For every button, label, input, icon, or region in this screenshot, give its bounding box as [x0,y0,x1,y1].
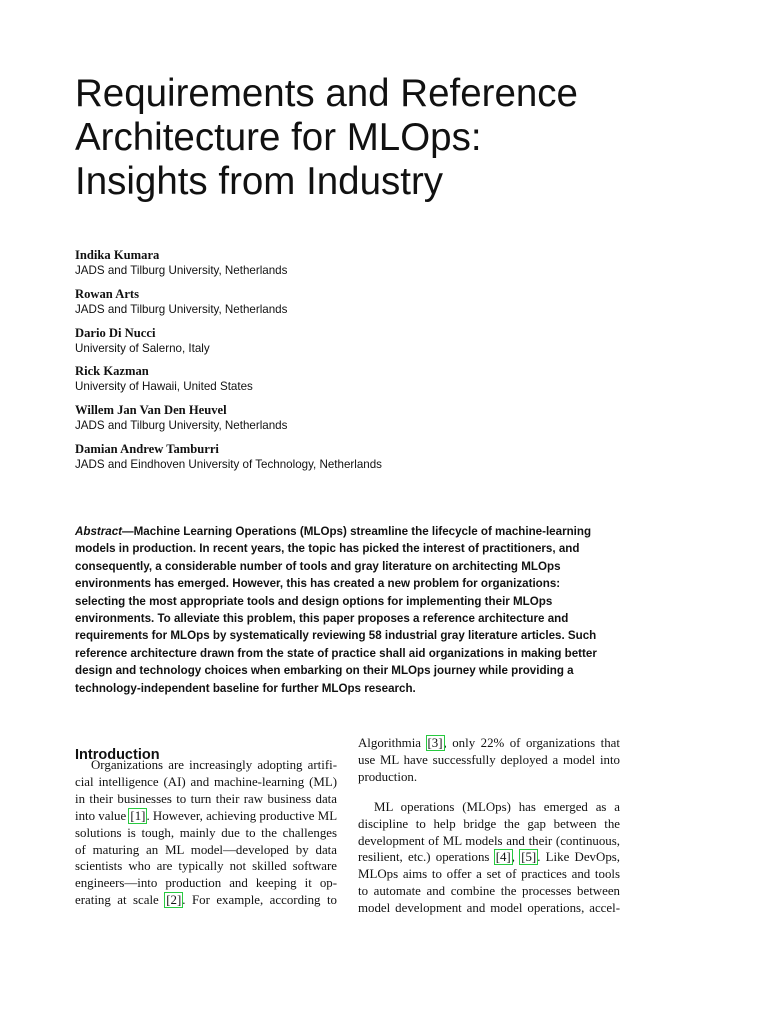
citation-link[interactable]: [3] [427,736,443,750]
abstract-line: design and technology choices when embarking on their MLOps journey while providing a [75,664,574,678]
body-line [75,892,337,909]
author-affiliation: JADS and Tilburg University, Netherlands [75,264,288,277]
body-line [358,849,620,866]
author-affiliation: JADS and Tilburg University, Netherlands [75,419,288,433]
body-line: production. [358,769,418,784]
text-run: . For example, according to [182,893,337,908]
text-run: . Like DevOps, [537,850,620,865]
citation-link[interactable]: [5] [521,850,537,865]
title-line: Architecture for MLOps: [75,116,482,159]
body-line: use ML have successfully deployed a model into [358,752,620,767]
paragraph-gap [358,786,620,799]
abstract-line: consequently, a considerable number of tools and gray literature on architecting MLOps [75,559,561,573]
body-line: ML operations (MLOps) has emerged as a [374,799,620,814]
body-line [75,808,337,825]
author-name: Willem Jan Van Den Heuvel [75,403,227,418]
paper-title [75,72,715,204]
abstract-line: selecting the most appropriate tools and design options for implementing their MLOps [75,594,553,608]
body-column-left [75,757,337,909]
body-line [358,735,620,752]
author-block [75,286,695,325]
author-list [75,247,695,480]
body-line: Organizations are increasingly adopting artifi- [91,758,337,772]
body-line: in their businesses to turn their raw business data [75,791,337,806]
author-affiliation: JADS and Tilburg University, Netherlands [75,302,288,316]
abstract-label: Abstract [75,525,123,538]
abstract-line [75,523,615,540]
body-line: MLOps aims to offer a set of practices and tools [358,867,620,882]
author-name: Indika Kumara [75,248,160,262]
body-line: to automate and combine the processes between [358,884,620,899]
body-line: cial intelligence (AI) and machine-learning (ML) [75,774,337,789]
abstract-line: environments. To alleviate this problem, this paper proposes a reference architecture and [75,612,569,626]
body-line: discipline to help bridge the gap between the [358,816,620,831]
title-line: Insights from Industry [75,160,444,203]
body-line: model development and model operations, accel- [358,901,620,916]
body-line: engineers—into production and keeping it op- [75,876,337,891]
author-affiliation: JADS and Eindhoven University of Technology, Netherlands [75,457,382,471]
text-run: Algorithmia [358,736,427,750]
title-line: Requirements and Reference [75,72,578,115]
author-affiliation: University of Hawaii, United States [75,380,253,394]
section-heading: Introduction [75,747,160,764]
abstract [75,523,615,697]
text-run: into value [75,808,130,823]
body-column-right [358,735,620,917]
abstract-line: technology-independent baseline for further MLOps research. [75,681,416,695]
author-name: Dario Di Nucci [75,325,156,340]
author-block [75,402,695,441]
abstract-line: reference architecture drawn from the state of practice shall aid organizations in making better [75,646,597,660]
author-block [75,247,695,286]
text-run: , only 22% of organizations that [443,736,620,750]
citation-link[interactable]: [1] [130,808,146,823]
abstract-line: requirements for MLOps by systematically reviewing 58 industrial gray literature articles. Such [75,629,597,643]
author-block [75,441,695,480]
text-run: . However, achieving productive ML [146,808,338,823]
citation-link[interactable]: [2] [166,893,182,908]
abstract-text: —Machine Learning Operations (MLOps) streamline the lifecycle of machine-learning [122,525,592,538]
author-affiliation: University of Salerno, Italy [75,341,210,355]
author-name: Damian Andrew Tamburri [75,441,219,456]
abstract-line: models in production. In recent years, the topic has picked the interest of practitioners, and [75,542,580,556]
author-name: Rick Kazman [75,364,149,379]
text-run: erating at scale [75,893,166,908]
author-block [75,363,695,402]
body-line: scientists who are typically not skilled software [75,859,337,874]
body-line: of maturing an ML model—developed by data [75,842,337,857]
text-run: resilient, etc.) operations [358,850,495,865]
body-line: development of ML models and their (continuous, [358,833,620,848]
abstract-line: environments has emerged. However, this has created a new problem for organizations: [75,577,561,591]
author-name: Rowan Arts [75,286,140,301]
author-block [75,325,695,364]
citation-link[interactable]: [4] [495,850,511,865]
body-line: solutions is tough, mainly due to the challenges [75,825,337,840]
text-run: , [511,850,521,865]
